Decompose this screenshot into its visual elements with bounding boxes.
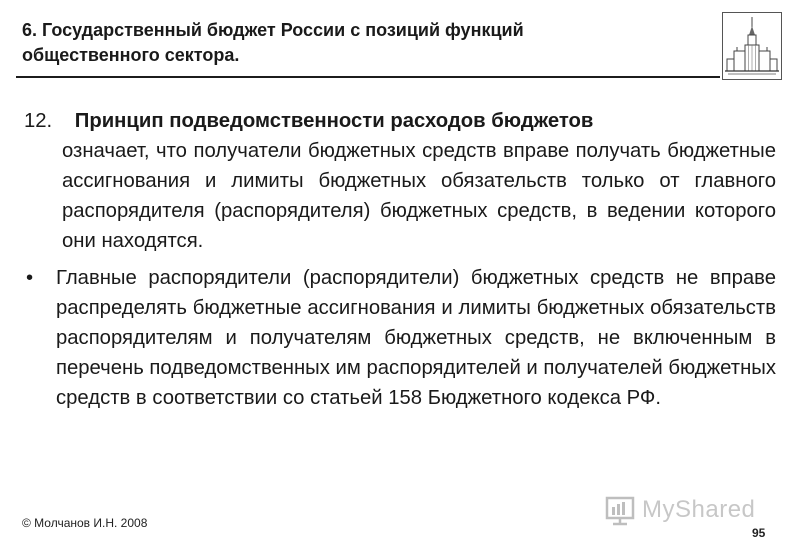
bullet-text: Главные распорядители (распорядители) бюджетных средств не вправе распределять бюджетные ассигнования и лимиты бюджетных обязательств распорядителям и получателям бюджетных средств, не включенным в перечень подведомственных им распорядителей и получателей бюджетных средств в соответствии со статьей 158 Бюджетного кодекса РФ.	[56, 267, 776, 409]
slide-title	[22, 18, 712, 68]
bullet-marker: •	[26, 267, 34, 289]
university-building-icon	[723, 13, 781, 79]
principle-paragraph	[24, 106, 776, 256]
principle-text: означает, что получатели бюджетных средств вправе получать бюджетные ассигнования и лимиты бюджетных обязательств только от главного распорядителя (распорядителя) бюджетных средств, в ведении которого они находятся.	[62, 140, 776, 252]
university-logo	[722, 12, 782, 80]
slide-title-line-1: 6. Государственный бюджет России с позиций функций	[22, 20, 524, 40]
bullet-paragraph	[24, 263, 776, 413]
principle-heading: Принцип подведомственности расходов бюджетов	[74, 110, 594, 132]
footer-author: © Молчанов И.Н. 2008	[22, 516, 148, 530]
header-divider	[16, 76, 720, 78]
watermark-text: MyShared	[642, 496, 756, 523]
slide-title-line-2: общественного сектора.	[22, 45, 240, 65]
slide-body	[24, 106, 776, 413]
principle-number: 12.	[24, 110, 53, 132]
watermark	[604, 490, 755, 530]
page-number: 95	[752, 526, 766, 540]
myshared-logo-icon	[604, 493, 638, 527]
